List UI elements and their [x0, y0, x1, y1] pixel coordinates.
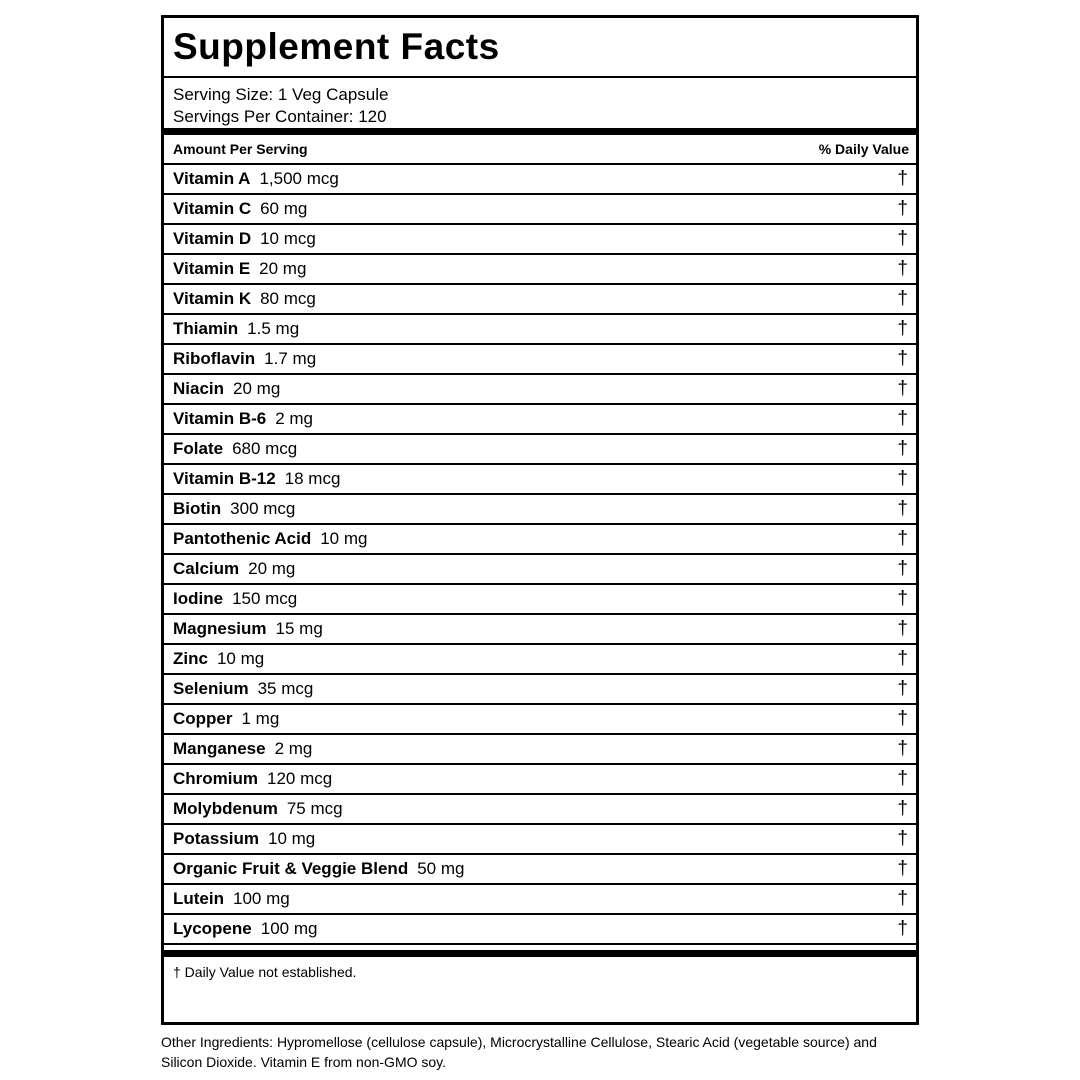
- nutrient-name: Organic Fruit & Veggie Blend: [173, 859, 409, 878]
- nutrient-label: [173, 229, 316, 249]
- nutrient-amount: 18 mcg: [284, 469, 341, 488]
- daily-value-dagger: †: [897, 768, 908, 789]
- nutrient-name: Manganese: [173, 739, 266, 758]
- nutrient-name: Pantothenic Acid: [173, 529, 312, 548]
- nutrient-name: Vitamin A: [173, 169, 251, 188]
- nutrient-row: [164, 585, 916, 615]
- daily-value-dagger: †: [897, 618, 908, 639]
- nutrient-name: Vitamin D: [173, 229, 252, 248]
- nutrient-row: [164, 765, 916, 795]
- nutrient-name: Zinc: [173, 649, 208, 668]
- supplement-facts-panel: [161, 15, 919, 1025]
- nutrient-label: [173, 709, 279, 729]
- daily-value-dagger: †: [897, 858, 908, 879]
- nutrient-amount: 100 mg: [233, 889, 290, 908]
- nutrient-label: [173, 499, 295, 519]
- servings-per-container: Servings Per Container: 120: [173, 107, 387, 126]
- daily-value-header: % Daily Value: [818, 141, 909, 157]
- nutrient-name: Thiamin: [173, 319, 239, 338]
- amount-per-serving-header: Amount Per Serving: [173, 141, 308, 157]
- serving-size: Serving Size: 1 Veg Capsule: [173, 85, 389, 104]
- nutrient-label: [173, 379, 280, 399]
- daily-value-dagger: †: [897, 408, 908, 429]
- nutrient-row: [164, 675, 916, 705]
- nutrient-label: [173, 859, 464, 879]
- nutrient-row: [164, 525, 916, 555]
- daily-value-dagger: †: [897, 498, 908, 519]
- nutrient-amount: 1.5 mg: [247, 319, 300, 338]
- nutrient-label: [173, 769, 332, 789]
- nutrient-name: Selenium: [173, 679, 249, 698]
- nutrient-amount: 20 mg: [259, 259, 307, 278]
- nutrient-amount: 20 mg: [248, 559, 296, 578]
- nutrient-name: Molybdenum: [173, 799, 278, 818]
- daily-value-dagger: †: [897, 378, 908, 399]
- nutrient-list: [164, 165, 916, 945]
- nutrient-amount: 2 mg: [274, 739, 313, 758]
- nutrient-row: [164, 915, 916, 945]
- nutrient-name: Niacin: [173, 379, 225, 398]
- nutrient-label: [173, 799, 343, 819]
- title-box: [164, 18, 916, 78]
- daily-value-dagger: †: [897, 708, 908, 729]
- daily-value-dagger: †: [897, 918, 908, 939]
- nutrient-row: [164, 615, 916, 645]
- nutrient-amount: 10 mg: [267, 829, 316, 848]
- nutrient-row: [164, 645, 916, 675]
- nutrient-amount: 120 mcg: [267, 769, 333, 788]
- daily-value-dagger: †: [897, 798, 908, 819]
- nutrient-amount: 15 mg: [275, 619, 323, 638]
- daily-value-dagger: †: [897, 738, 908, 759]
- nutrient-name: Vitamin K: [173, 289, 252, 308]
- column-header-row: [164, 135, 916, 165]
- nutrient-amount: 20 mg: [233, 379, 281, 398]
- nutrient-amount: 2 mg: [275, 409, 314, 428]
- daily-value-dagger: †: [897, 318, 908, 339]
- daily-value-dagger: †: [897, 828, 908, 849]
- nutrient-label: [173, 889, 290, 909]
- nutrient-amount: 100 mg: [260, 919, 318, 938]
- nutrient-amount: 1.7 mg: [264, 349, 317, 368]
- nutrient-name: Folate: [173, 439, 224, 458]
- nutrient-label: [173, 319, 299, 339]
- daily-value-dagger: †: [897, 228, 908, 249]
- nutrient-amount: 1 mg: [241, 709, 280, 728]
- nutrient-label: [173, 739, 312, 759]
- other-ingredients: Other Ingredients: Hypromellose (cellulose capsule), Microcrystalline Cellulose, Stearic Acid (vegetable source) and Silicon Dioxide. Vitamin E from non-GMO soy.: [161, 1034, 877, 1070]
- nutrient-label: [173, 259, 306, 279]
- daily-value-dagger: †: [897, 888, 908, 909]
- nutrient-label: [173, 679, 313, 699]
- nutrient-label: [173, 199, 307, 219]
- nutrient-name: Riboflavin: [173, 349, 256, 368]
- daily-value-dagger: †: [897, 678, 908, 699]
- bottom-divider-bar: [164, 950, 916, 957]
- nutrient-label: [173, 169, 339, 189]
- nutrient-amount: 300 mcg: [230, 499, 296, 518]
- nutrient-row: [164, 555, 916, 585]
- nutrient-amount: 50 mg: [417, 859, 465, 878]
- footnote: † Daily Value not established.: [173, 964, 357, 980]
- nutrient-amount: 10 mg: [216, 649, 265, 668]
- nutrient-row: [164, 225, 916, 255]
- nutrient-row: [164, 735, 916, 765]
- daily-value-dagger: †: [897, 288, 908, 309]
- daily-value-dagger: †: [897, 528, 908, 549]
- daily-value-dagger: †: [897, 168, 908, 189]
- nutrient-label: [173, 559, 295, 579]
- nutrient-row: [164, 375, 916, 405]
- nutrient-name: Vitamin C: [173, 199, 252, 218]
- nutrient-amount: 75 mcg: [286, 799, 343, 818]
- nutrient-row: [164, 465, 916, 495]
- nutrient-amount: 1,500 mcg: [259, 169, 339, 188]
- nutrient-amount: 680 mcg: [232, 439, 298, 458]
- nutrient-name: Calcium: [173, 559, 240, 578]
- nutrient-label: [173, 529, 367, 549]
- nutrient-name: Vitamin B-6: [173, 409, 267, 428]
- nutrient-name: Iodine: [173, 589, 224, 608]
- nutrient-amount: 10 mcg: [260, 229, 316, 248]
- nutrient-row: [164, 795, 916, 825]
- nutrient-name: Magnesium: [173, 619, 267, 638]
- nutrient-row: [164, 405, 916, 435]
- nutrient-row: [164, 705, 916, 735]
- nutrient-name: Lutein: [173, 889, 224, 908]
- nutrient-row: [164, 165, 916, 195]
- daily-value-dagger: †: [897, 558, 908, 579]
- nutrient-label: [173, 829, 315, 849]
- nutrient-row: [164, 855, 916, 885]
- nutrient-name: Copper: [173, 709, 233, 728]
- nutrient-label: [173, 589, 297, 609]
- daily-value-dagger: †: [897, 468, 908, 489]
- nutrient-name: Biotin: [173, 499, 222, 518]
- nutrient-label: [173, 439, 297, 459]
- nutrient-row: [164, 285, 916, 315]
- nutrient-label: [173, 619, 323, 639]
- panel-title: Supplement Facts: [173, 26, 500, 67]
- nutrient-name: Vitamin B-12: [173, 469, 276, 488]
- serving-info: [164, 78, 916, 135]
- nutrient-label: [173, 409, 313, 429]
- nutrient-amount: 10 mg: [320, 529, 368, 548]
- nutrient-row: [164, 345, 916, 375]
- nutrient-label: [173, 649, 264, 669]
- daily-value-dagger: †: [897, 258, 908, 279]
- nutrient-label: [173, 469, 340, 489]
- nutrient-amount: 35 mcg: [257, 679, 314, 698]
- daily-value-dagger: †: [897, 588, 908, 609]
- nutrient-row: [164, 885, 916, 915]
- nutrient-row: [164, 195, 916, 225]
- nutrient-amount: 80 mcg: [260, 289, 316, 308]
- nutrient-name: Lycopene: [173, 919, 252, 938]
- nutrient-label: [173, 289, 316, 309]
- nutrient-amount: 60 mg: [260, 199, 308, 218]
- daily-value-dagger: †: [897, 348, 908, 369]
- nutrient-name: Potassium: [173, 829, 259, 848]
- daily-value-dagger: †: [897, 198, 908, 219]
- nutrient-name: Chromium: [173, 769, 258, 788]
- daily-value-dagger: †: [897, 648, 908, 669]
- nutrient-label: [173, 349, 316, 369]
- nutrient-row: [164, 825, 916, 855]
- nutrient-row: [164, 255, 916, 285]
- nutrient-row: [164, 435, 916, 465]
- nutrient-row: [164, 495, 916, 525]
- nutrient-amount: 150 mcg: [232, 589, 298, 608]
- nutrient-row: [164, 315, 916, 345]
- nutrient-name: Vitamin E: [173, 259, 251, 278]
- nutrient-label: [173, 919, 317, 939]
- daily-value-dagger: †: [897, 438, 908, 459]
